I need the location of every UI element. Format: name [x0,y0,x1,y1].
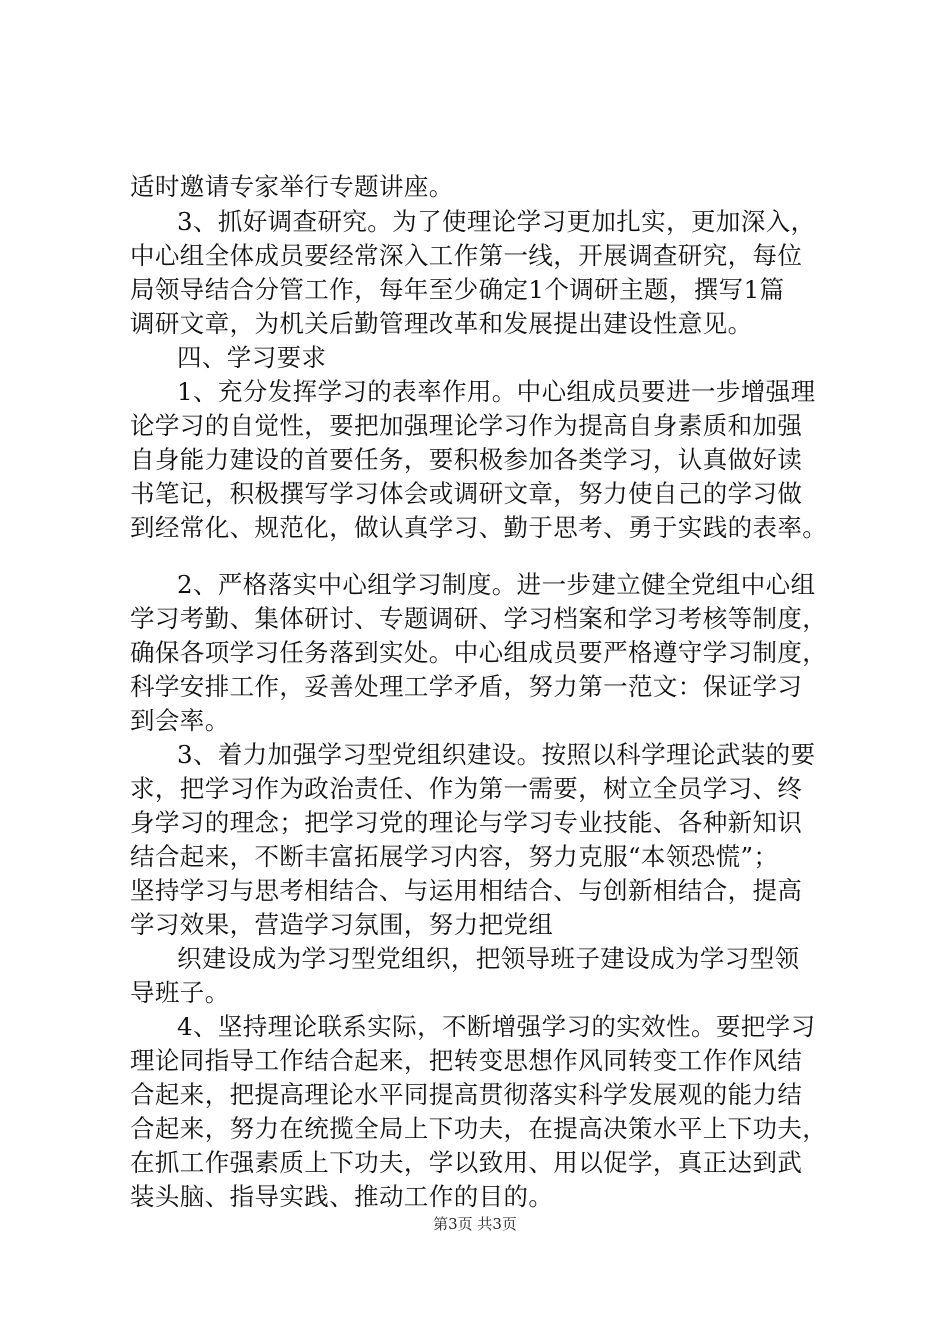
text-line: 坚持学习与思考相结合、与运用相结合、与创新相结合，提高 [130,876,803,905]
text-line: 局领导结合分管工作，每年至少确定1个调研主题，撰写1篇 [130,275,785,304]
text-line: 学习效果，营造学习氛围，努力把党组 [130,910,554,939]
text-line: 到会率。 [130,706,230,735]
text-line: 科学安排工作，妥善处理工学矛盾，努力第一范文：保证学习 [130,672,803,701]
text-line: 论学习的自觉性，要把加强理论学习作为提高自身素质和加强 [130,411,803,440]
text-line: 4、坚持理论联系实际，不断增强学习的实效性。要把学习 [177,1012,816,1041]
section-heading: 四、学习要求 [177,343,327,372]
text-line: 自身能力建设的首要任务，要积极参加各类学习，认真做好读 [130,445,803,474]
text-line: 装头脑、指导实践、推动工作的目的。 [130,1182,554,1211]
text-line: 确保各项学习任务落到实处。中心组成员要严格遵守学习制度， [130,638,828,667]
page-number-footer: 第3页 共3页 [433,1215,517,1233]
text-line: 中心组全体成员要经常深入工作第一线，开展调查研究，每位 [130,241,803,270]
text-line: 身学习的理念；把学习党的理论与学习专业技能、各种新知识 [130,808,803,837]
text-line: 合起来，努力在统揽全局上下功夫，在提高决策水平上下功夫， [130,1114,828,1143]
text-line: 在抓工作强素质上下功夫，学以致用、用以促学，真正达到武 [130,1148,803,1177]
text-line: 书笔记，积极撰写学习体会或调研文章，努力使自己的学习做 [130,479,803,508]
text-line: 3、着力加强学习型党组织建设。按照以科学理论武装的要 [177,740,816,769]
text-line: 学习考勤、集体研讨、专题调研、学习档案和学习考核等制度， [130,604,828,633]
text-line: 理论同指导工作结合起来，把转变思想作风同转变工作作风结 [130,1046,803,1075]
text-line: 织建设成为学习型党组织，把领导班子建设成为学习型领 [177,944,800,973]
text-line: 导班子。 [130,978,230,1007]
text-line: 到经常化、规范化，做认真学习、勤于思考、勇于实践的表率。 [130,513,828,542]
text-line: 1、充分发挥学习的表率作用。中心组成员要进一步增强理 [177,377,816,406]
text-line: 结合起来，不断丰富拓展学习内容，努力克服“本领恐慌”； [130,842,779,871]
text-line: 求，把学习作为政治责任、作为第一需要，树立全员学习、终 [130,774,803,803]
text-line: 调研文章，为机关后勤管理改革和发展提出建设性意见。 [130,309,753,338]
text-line: 合起来，把提高理论水平同提高贯彻落实科学发展观的能力结 [130,1080,803,1109]
text-line: 3、抓好调查研究。为了使理论学习更加扎实，更加深入， [177,207,816,236]
text-line: 2、严格落实中心组学习制度。进一步建立健全党组中心组 [177,570,816,599]
text-line: 适时邀请专家举行专题讲座。 [130,172,454,201]
